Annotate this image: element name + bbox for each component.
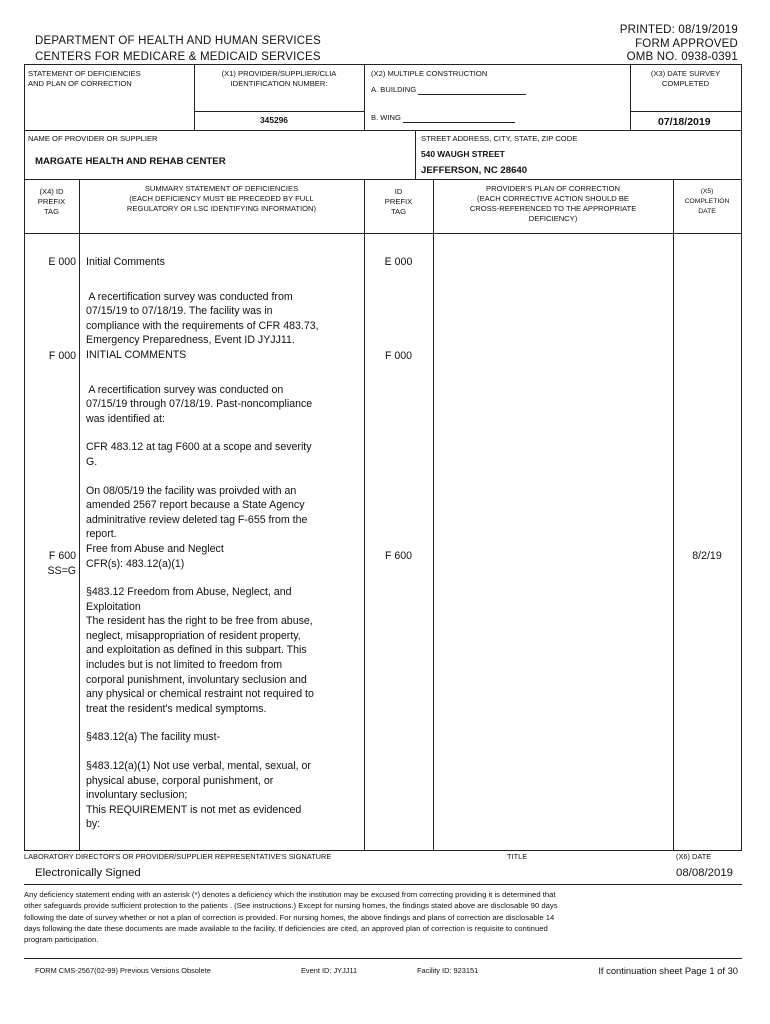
id-tag-f600: F 600: [384, 550, 413, 562]
tag-e000: E 000: [48, 256, 76, 268]
signature-value: Electronically Signed: [35, 867, 141, 879]
tag-f600: F 600: [48, 550, 76, 562]
plan-header: PROVIDER'S PLAN OF CORRECTION (EACH CORRECTIVE ACTION SHOULD BE CROSS-REFERENCED TO THE APPROPRIATE DEFICIENCY): [469, 184, 637, 223]
provider-name: MARGATE HEALTH AND REHAB CENTER: [35, 156, 226, 167]
id-tag-f000: F 000: [384, 350, 413, 362]
building-field: A. BUILDING: [371, 85, 526, 95]
x4-header: (X4) ID PREFIX TAG: [37, 187, 66, 216]
page-indicator: If continuation sheet Page 1 of 30: [598, 965, 738, 976]
f600-title: Free from Abuse and Neglect: [86, 542, 224, 555]
address-city: JEFFERSON, NC 28640: [421, 165, 528, 176]
provider-id: 345296: [260, 115, 288, 125]
signature-date: 08/08/2019: [676, 867, 734, 879]
wing-field: B. WING: [371, 113, 515, 123]
facility-id: Facility ID: 923151: [417, 966, 479, 975]
omb-number: OMB NO. 0938-0391: [626, 51, 738, 63]
completion-date-f600: 8/2/19: [692, 550, 722, 562]
title-label: TITLE: [507, 852, 528, 861]
x6-date-label: (X6) DATE: [676, 852, 712, 861]
address-label: STREET ADDRESS, CITY, STATE, ZIP CODE: [421, 134, 578, 143]
x3-label: (X3) DATE SURVEY COMPLETED: [650, 69, 721, 88]
f000-title: INITIAL COMMENTS: [86, 348, 187, 361]
f600-cfr: CFR(s): 483.12(a)(1): [86, 557, 185, 570]
id-tag-e000: E 000: [384, 256, 413, 268]
address-street: 540 WAUGH STREET: [421, 149, 505, 159]
form-number: FORM CMS-2567(02-99) Previous Versions Obsolete: [35, 966, 211, 975]
id-header: ID PREFIX TAG: [384, 187, 413, 216]
department-name: DEPARTMENT OF HEALTH AND HUMAN SERVICES: [35, 35, 321, 47]
wing-blank: [403, 114, 515, 123]
form-approved: FORM APPROVED: [635, 37, 738, 50]
disclaimer: Any deficiency statement ending with an asterisk (*) denotes a deficiency which the institution may be excused from correcting providing it is determined that other safeguards provide sufficient protection to the patients . (See instructions.) Except for nursing homes, the findings stated above are disclosable 90 days following the date of survey whether or not a plan of correction is provided. For nursing homes, the above findings and plans of correction are disclosable 14 days following the date these documents are made available to the facility. If deficiencies are cited, an approved plan of correction is requisite to continued program participation.: [24, 890, 558, 945]
event-id: Event ID: JYJJ11: [301, 966, 358, 975]
e000-title: Initial Comments: [86, 256, 165, 268]
provider-name-label: NAME OF PROVIDER OR SUPPLIER: [28, 134, 158, 143]
print-info: [620, 24, 738, 65]
survey-date: 07/18/2019: [658, 116, 711, 128]
x1-label: (X1) PROVIDER/SUPPLIER/CLIA IDENTIFICATION NUMBER:: [221, 69, 337, 88]
summary-header: SUMMARY STATEMENT OF DEFICIENCIES (EACH DEFICIENCY MUST BE PRECEDED BY FULL REGULATORY OR LSC IDENTIFYING INFORMATION): [126, 184, 317, 213]
printed-date: PRINTED: 08/19/2019: [619, 24, 738, 36]
statement-label: STATEMENT OF DEFICIENCIES AND PLAN OF CORRECTION: [28, 69, 141, 88]
agency-header: [35, 33, 321, 65]
summary-text: Initial Comments A recertification survey was conducted from 07/15/19 to 07/18/19. The facility was in compliance with the requirements of CFR 483.73, Emergency Preparedness, Event ID JYJJ11. INITIAL COMMENTS A recertification survey was conducted on 07/15/19 through 07/18/19. Past-noncompliance was identified at: CFR 483.12 at tag F600 at a scope and severity G. On 08/05/19 the facility was proivded with an amended 2567 report because a State Agency adminitrative review deleted tag F-655 from the report. Free from Abuse and Neglect CFR(s): 483.12(a)(1) §483.12 Freedom from Abuse, Neglect, and Exploitation The resident has the right to be free from abuse, neglect, misappropriation of resident property, and exploitation as defined in this subpart. This includes but is not limited to freedom from corporal punishment, involuntary seclusion and any physical or chemical restraint not required to treat the resident's medical symptoms. §483.12(a) The facility must- §483.12(a)(1) Not use verbal, mental, sexual, or physical abuse, corporal punishment, or involuntary seclusion; This REQUIREMENT is not met as evidenced by:: [86, 255, 361, 832]
x5-header: (X5) COMPLETION DATE: [684, 188, 730, 215]
tag-f000: F 000: [48, 350, 76, 362]
building-blank: [418, 86, 526, 95]
severity-f600: SS=G: [47, 565, 76, 577]
x2-label: (X2) MULTIPLE CONSTRUCTION: [371, 69, 488, 78]
centers-name: CENTERS FOR MEDICARE & MEDICAID SERVICES: [35, 51, 321, 63]
signature-label: LABORATORY DIRECTOR'S OR PROVIDER/SUPPLIER REPRESENTATIVE'S SIGNATURE: [24, 852, 332, 861]
